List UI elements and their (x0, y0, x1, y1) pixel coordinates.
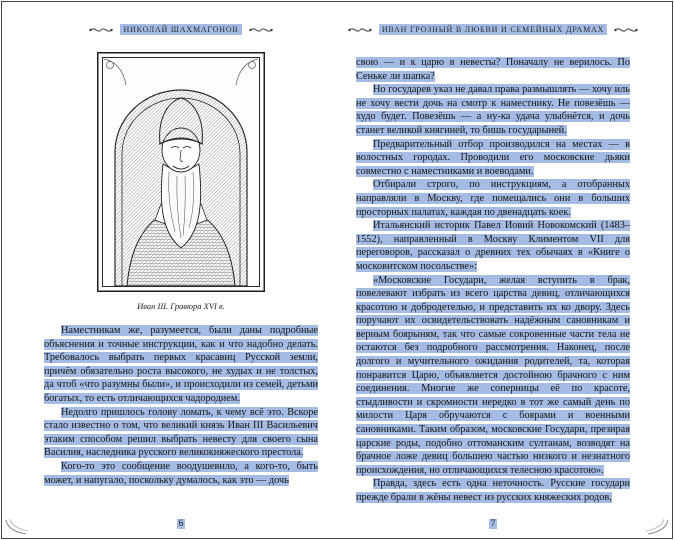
paragraph[interactable] (356, 56, 630, 83)
ivan-iii-engraving-illustration (97, 52, 265, 292)
floral-flourish-icon (348, 26, 372, 34)
selected-text[interactable]: «Московские Государи, желая вступить в брак, повелевают избрать из всего царства девиц, отличающихся красотою и добродетелью, и представить их ко двору. Здесь поручают их освидетельствовать надёжным сановникам и верным боярыням, так что самые сокровенные части тела не остаются без подробного рассмотрения. Наконец, после долгого и мучительного ожидания родителей, та, которая понравится Царю, объявляется достойною брачного с ним соединения. Многие же соперницы её по красоте, стыдливости и скромности нередко в тот же самый день по милости Царя обручаются с боярами и военными сановниками. Таким образом, московские Государи, презирая царские роды, подобно оттоманским султанам, возводят на брачное ложе девиц большею частью низкого и незнатного происхождения, но отличающихся телесною красотою». (356, 274, 630, 476)
selected-text[interactable]: Отбирали строго, по инструкциям, а отобранных направляли в Москву, где помещались они в больших просторных палатах, каждая по двенадцать коек. (356, 179, 630, 218)
floral-flourish-icon (614, 26, 638, 34)
selected-text[interactable]: свою — и к царю в невесты? Поначалу не верилось. По Сеньке ли шапка? (356, 57, 630, 82)
paragraph[interactable] (356, 83, 630, 137)
right-body-text (356, 56, 630, 512)
paragraph[interactable] (356, 219, 630, 273)
selected-text[interactable]: Недолго пришлось голову ломать, к чему всё это. Вскоре стало известно о том, что великий князь Иван III Васильевич этаким способом решил выбрать невесту для своего сына Василия, наследника русского великокняжеского престола. (44, 406, 318, 459)
floral-flourish-icon (89, 26, 113, 34)
right-page (337, 0, 674, 540)
selected-text[interactable]: Правда, здесь есть одна неточность. Русские государи прежде брали в жёны невест из русских княжеских родов, (356, 478, 630, 503)
page-number-value: 7 (490, 519, 496, 529)
page-number-value: 6 (178, 519, 184, 529)
paragraph[interactable] (356, 138, 630, 179)
selected-text[interactable]: Наместникам же, разумеется, были даны подробные объяснения и точные инструкции, как и что надобно делать. Требовалось выбрать первых красавиц Русской земли, причём обязательно роста высокого, не худых и не толстых, да чтоб «что разумны были», и происходили из семей, детьми богатых, то есть отличающихся чадородием. (44, 325, 318, 404)
paragraph[interactable] (356, 274, 630, 478)
right-running-header-row (356, 24, 630, 35)
selected-text[interactable]: Кого-то это сообщение воодушевило, а кого-то, быть может, и напугало, поскольку думалось, как это — дочь (44, 460, 318, 486)
right-running-header: ИВАН ГРОЗНЫЙ В ЛЮБВИ И СЕМЕЙНЫХ ДРАМАХ (379, 24, 607, 35)
paragraph[interactable] (356, 178, 630, 219)
paragraph[interactable] (44, 324, 318, 406)
floral-flourish-icon (249, 26, 273, 34)
paragraph[interactable] (356, 477, 630, 504)
paragraph[interactable] (44, 460, 318, 487)
right-page-number (356, 519, 630, 529)
selected-text[interactable]: Предварительный отбор производился на местах — в волостных городах. Проводили его московские дьяки совместно с наместниками и воеводами. (356, 138, 630, 177)
left-body-text (44, 324, 318, 516)
illustration-figure (44, 52, 318, 311)
paragraph[interactable] (44, 406, 318, 460)
left-page-number (44, 519, 318, 529)
left-running-header: НИКОЛАЙ ШАХМАГОНОВ (120, 24, 241, 35)
selected-text[interactable]: Но государев указ не давал права размышлять — хочу иль не хочу вести дочь на смотр к наместнику. Не повезёшь — худо будет. Повезёшь — а ну-ка удача улыбнётся, и дочь станет великой княгиней, то бишь государыней. (356, 84, 630, 136)
illustration-caption: Иван III. Гравюра XVI в. (137, 301, 225, 311)
left-running-header-row (44, 24, 318, 35)
selected-text[interactable]: Итальянский историк Павел Иовий Новокомский (1483–1552), направленный в Москву Климентом VII для переговоров, рассказал о древних тех обычаях в «Книге о московитском посольстве»: (356, 220, 630, 272)
